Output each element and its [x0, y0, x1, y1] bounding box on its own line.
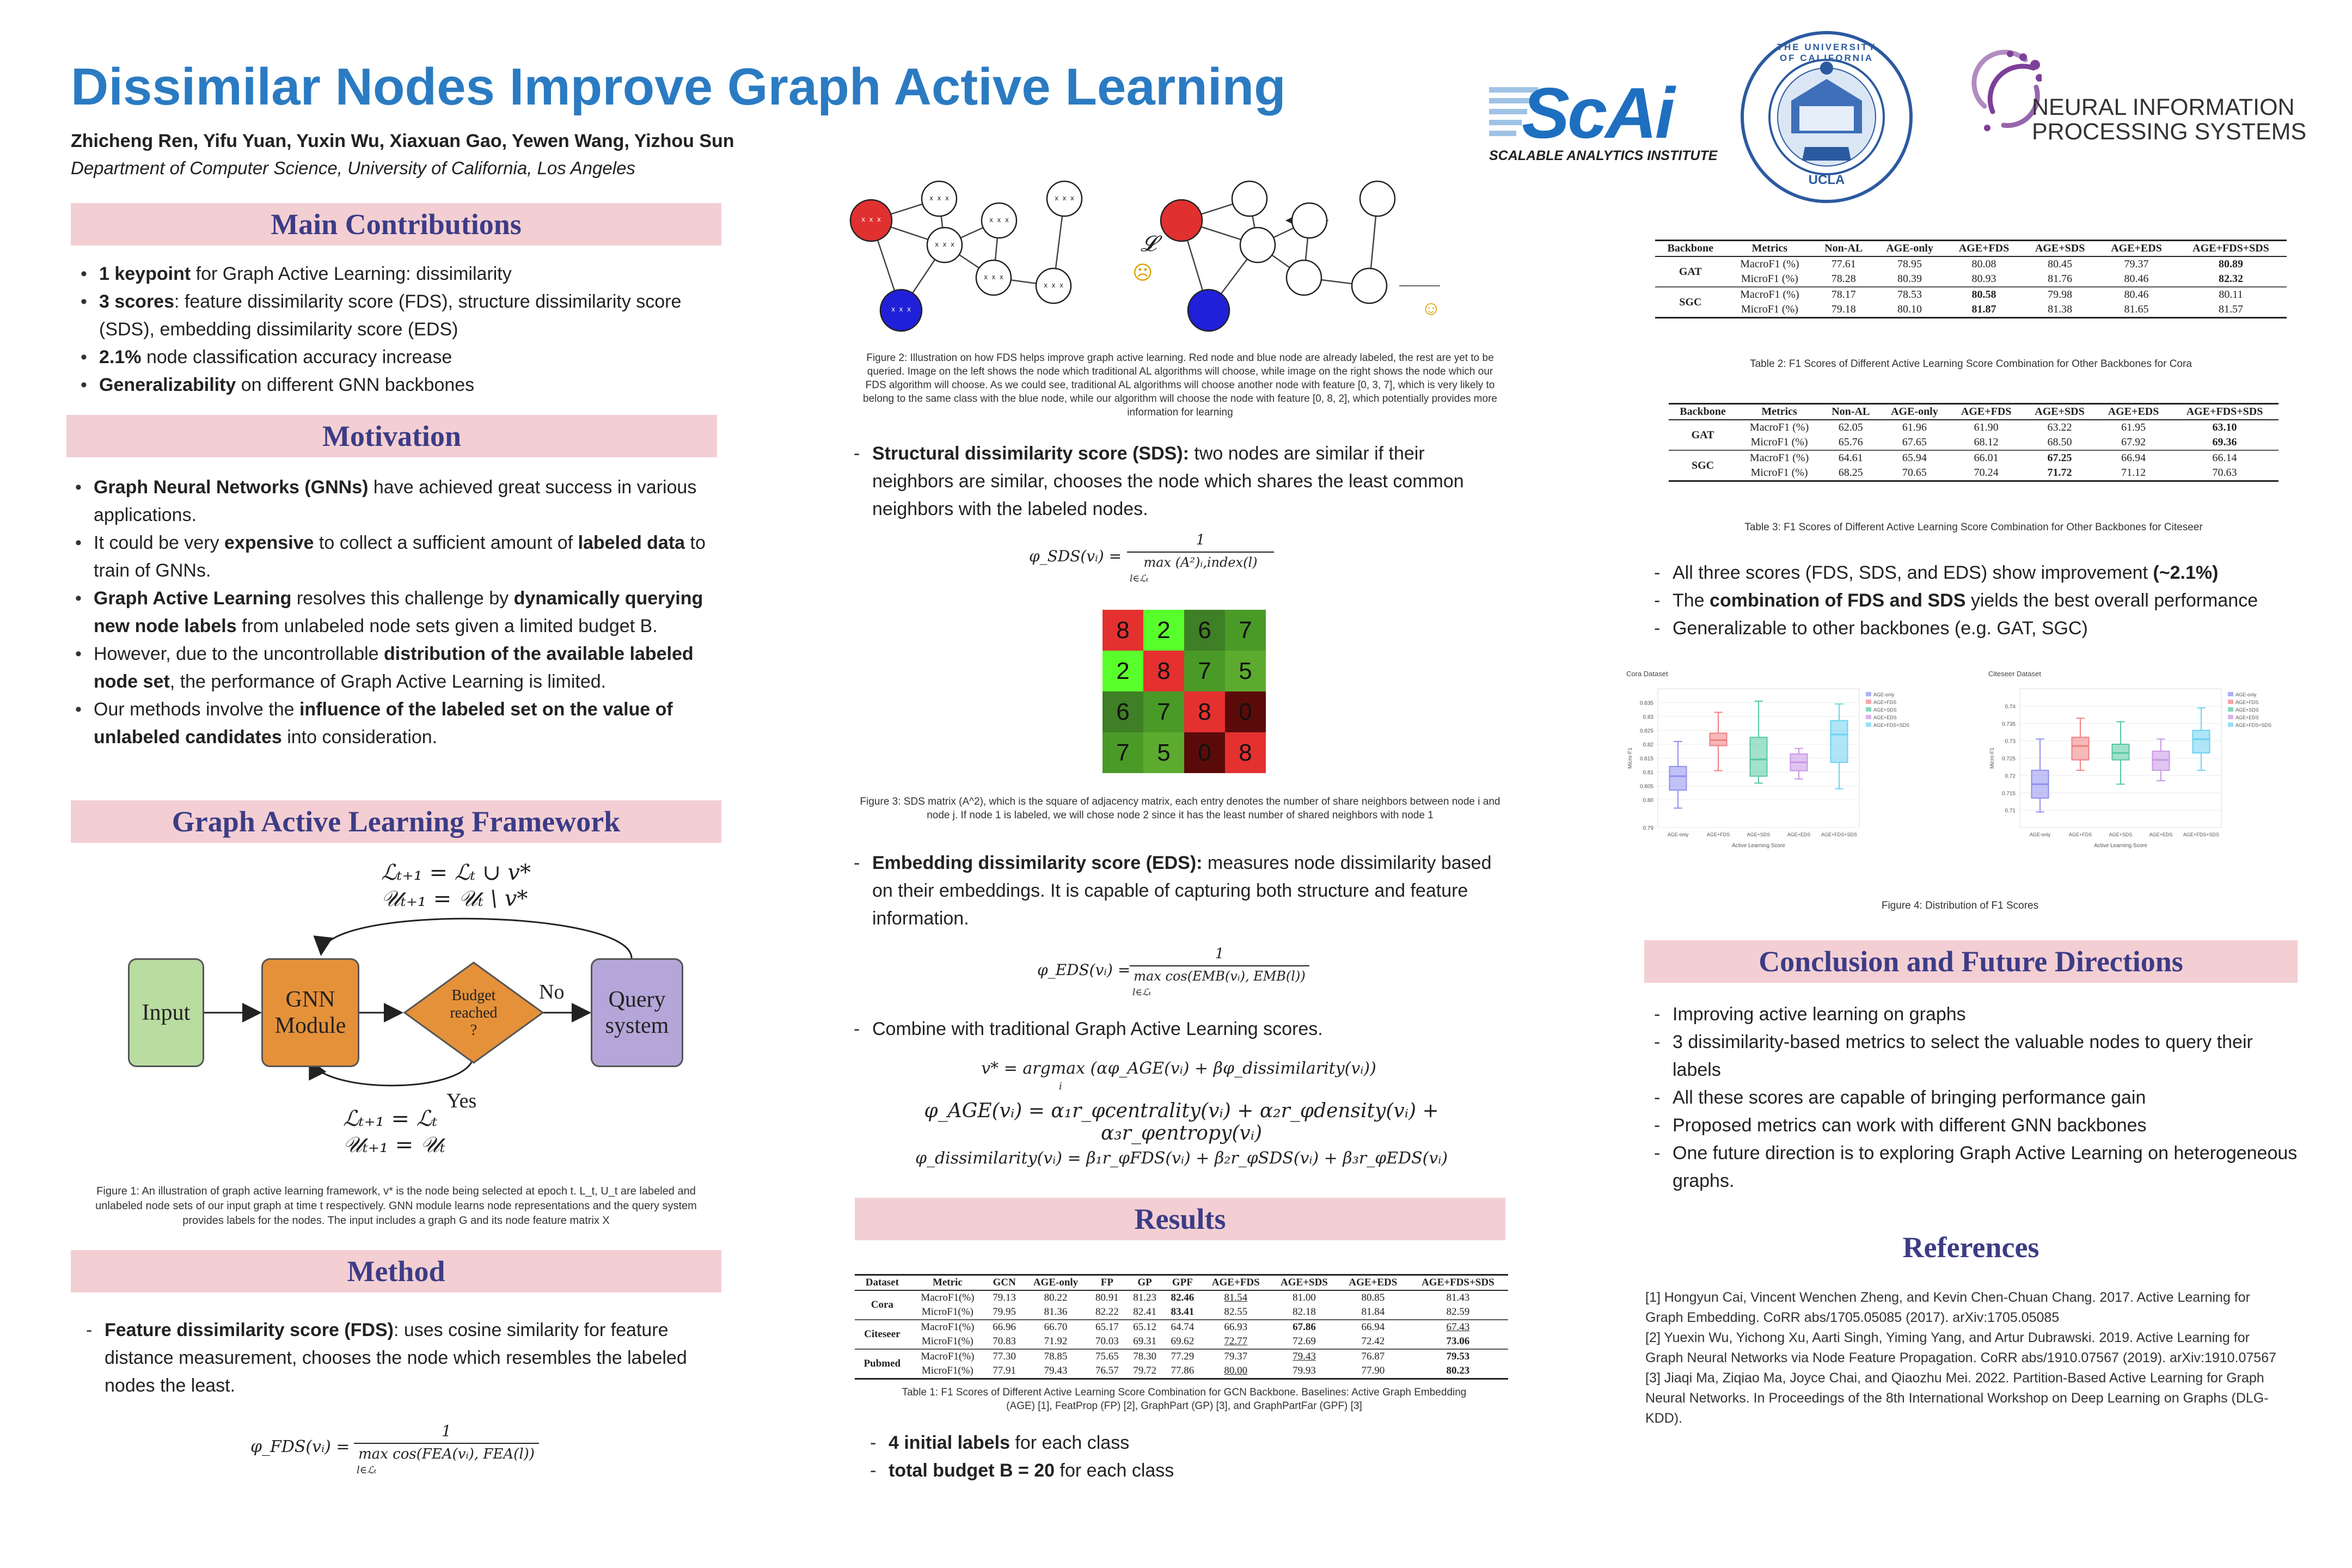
heatmap-cell: 5 — [1143, 732, 1184, 773]
chart-title: Cora Dataset — [1626, 670, 1668, 678]
graph-node — [1240, 228, 1275, 262]
table-header: AGE+EDS — [1349, 1277, 1398, 1288]
method-list — [82, 1316, 721, 1400]
table-header: AGE+SDS — [2035, 406, 2085, 418]
framework-top-eq2: 𝒰ₜ₊₁ = 𝒰ₜ \ v* — [381, 886, 528, 911]
list-item: - Feature dissimilarity score (FDS): uses cosine similarity for feature distance measurement, chooses the node which resembles the labeled nodes the least. — [82, 1316, 721, 1400]
legend-label: AGE+FDS+SDS — [2235, 722, 2272, 728]
legend-label: AGE-only — [1873, 692, 1895, 697]
section-header-conclusion: Conclusion and Future Directions — [1644, 940, 2298, 983]
labeled-blue-node-right — [1188, 290, 1229, 331]
table-header: Metrics — [1751, 242, 1788, 254]
legend-label: AGE-only — [2235, 692, 2257, 697]
gnn-module-box — [261, 958, 359, 1067]
y-tick-label: 0.815 — [1639, 756, 1653, 762]
affiliation: Department of Computer Science, University of California, Los Angeles — [71, 158, 635, 178]
x-tick-label: AGE+FDS+SDS — [1821, 832, 1858, 837]
table-header: FP — [1100, 1277, 1113, 1288]
y-tick-label: 0.79 — [1643, 825, 1653, 831]
neurips-logo — [1971, 46, 2319, 155]
table-header: AGE-only — [1886, 242, 1933, 254]
box-AGE+EDS — [2152, 751, 2169, 770]
legend-swatch — [1866, 700, 1871, 704]
list-item: - 3 dissimilarity-based metrics to select the valuable nodes to query their labels — [1650, 1028, 2303, 1084]
table-row: MicroF1 (%) 79.18 80.10 81.87 81.38 81.65 81.57 — [1741, 303, 2243, 315]
graph-node — [1360, 181, 1395, 216]
authors: Zhicheng Ren, Yifu Yuan, Yuxin Wu, Xiaxuan Gao, Yewen Wang, Yizhou Sun — [71, 131, 734, 151]
table-header: AGE+FDS+SDS — [1422, 1277, 1494, 1288]
table-row: GAT MacroF1 (%) 77.61 78.95 80.08 80.45 79.37 80.89 — [1679, 258, 2243, 278]
graph-node — [1352, 268, 1387, 303]
contributions-list — [76, 260, 730, 399]
results-table-citeseer-backbones — [1669, 403, 2278, 482]
ucla-seal — [1739, 30, 1914, 204]
figure1-caption: Figure 1: An illustration of graph active learning framework, v* is the node being selected at epoch t. L_t, U_t are labeled and unlabeled node sets of our input graph at time t respectively. GNN module learns node representations and the query system provides labels for the nodes. The input includes a graph G and its node feature matrix X — [95, 1185, 697, 1227]
x-tick-label: AGE+EDS — [2149, 832, 2173, 837]
y-tick-label: 0.725 — [2001, 756, 2016, 762]
gnn-label-1: GNN — [285, 987, 335, 1012]
box-AGE+SDS — [2112, 744, 2129, 760]
table-header: Non-AL — [1832, 406, 1870, 418]
dissimilarity-equation: φ_dissimilarity(vᵢ) = β₁r_φFDS(vᵢ) + β₂r_φSDS(vᵢ) + β₃r_φEDS(vᵢ) — [915, 1149, 1448, 1168]
heatmap-cell: 7 — [1184, 651, 1225, 691]
x-tick-label: AGE-only — [2029, 832, 2051, 837]
graph-node — [1287, 260, 1321, 295]
y-tick-label: 0.80 — [1643, 798, 1653, 804]
table-row: MicroF1(%) 79.95 81.36 82.22 82.41 83.41 82.55 82.18 81.84 82.59 — [921, 1306, 1470, 1318]
node-feature: x x x — [929, 194, 950, 202]
y-tick-label: 0.82 — [1643, 742, 1653, 748]
heatmap-cell: 8 — [1102, 610, 1143, 651]
neurips-line1: NEURAL INFORMATION — [2032, 94, 2295, 120]
table-header: Metric — [932, 1277, 963, 1288]
heatmap-cell: 7 — [1225, 610, 1266, 651]
references-list — [1645, 1288, 2288, 1429]
y-tick-label: 0.805 — [1639, 783, 1653, 790]
legend-swatch — [1866, 692, 1871, 696]
list-item: • 2.1% node classification accuracy increase — [76, 344, 730, 371]
reference-item: [3] Jiaqi Ma, Ziqiao Ma, Joyce Chai, and Qiaozhu Mei. 2022. Partition-Based Active Learning for Graph Neural Networks. In Proceedings of the 8th International Workshop on Deep Learning on Graphs (DLG-KDD). — [1645, 1370, 2269, 1426]
gnn-label-2: Module — [274, 1013, 346, 1038]
figure2-caption: Figure 2: Illustration on how FDS helps improve graph active learning. Red node and blue node are already labeled, the rest are yet to be queried. Image on the left shows the node which traditional AL algorithms will choose, while image on the right shows the node which our FDS algorithm will choose. As we could see, traditional AL algorithms will choose another node with feature [0, 3, 7], which is very likely to belong to the same class with the blue node, while our algorithm will choose the node with feature [0, 8, 2], which potentially provides more information for learning — [863, 352, 1497, 418]
x-axis-label: Active Learning Score — [2094, 843, 2147, 849]
query-label-2: system — [605, 1013, 669, 1038]
list-item: - Generalizable to other backbones (e.g. GAT, SGC) — [1650, 615, 2303, 642]
list-item: - Embedding dissimilarity score (EDS): measures node dissimilarity based on their embeddings. It is capable of capturing both structure and feature information. — [849, 849, 1503, 933]
legend-swatch — [2228, 715, 2233, 719]
table-header: AGE-only — [1891, 406, 1938, 418]
table-row: MicroF1 (%) 65.76 67.65 68.12 68.50 67.92 69.36 — [1750, 436, 2237, 448]
list-item: - Structural dissimilarity score (SDS): two nodes are similar if their neighbors are similar, chooses the node which shares the least common neighbors with the labeled nodes. — [849, 440, 1503, 523]
legend-label: AGE+EDS — [2235, 715, 2259, 720]
section-header-framework: Graph Active Learning Framework — [71, 800, 721, 843]
legend-label: AGE+SDS — [1873, 707, 1897, 713]
figure4-caption: Figure 4: Distribution of F1 Scores — [1881, 900, 2039, 911]
figure3-caption: Figure 3: SDS matrix (A^2), which is the square of adjacency matrix, each entry denotes the number of share neighbors between node i and node j. If node 1 is labeled, we will chose node 2 since it has the least number of shared neighbors with node 1 — [860, 796, 1500, 821]
x-tick-label: AGE+EDS — [1787, 832, 1811, 837]
table-row: Cora MacroF1(%) 79.13 80.22 80.91 81.23 82.46 81.54 81.00 80.85 81.43 — [871, 1292, 1470, 1310]
query-system-box — [591, 958, 683, 1067]
cora-boxplot-chart — [1620, 664, 1925, 866]
table-header: Backbone — [1680, 406, 1726, 418]
node-feature: x x x — [1054, 194, 1075, 202]
reference-item: [2] Yuexin Wu, Yichong Xu, Aarti Singh, Yiming Yang, and Artur Dubrawski. 2019. Active Learning for Graph Neural Networks via Node Feature Propagation. CoRR abs/1910.07567 (2019). arXiv:1910.07567 — [1645, 1330, 2277, 1365]
y-tick-label: 0.72 — [2005, 773, 2016, 780]
findings-list — [1650, 559, 2303, 642]
labeled-red-node-right — [1161, 200, 1202, 241]
table-row: Pubmed MacroF1(%) 77.30 78.85 75.65 78.30 77.29 79.37 79.43 76.87 79.53 — [863, 1351, 1470, 1369]
budget-label-3: ? — [470, 1022, 477, 1039]
eds-equation: φ_EDS(vᵢ) = 1 max cos(EMB(vᵢ), EMB(l)) l∈ℒₜ — [1037, 945, 1342, 1004]
legend-swatch — [1866, 722, 1871, 727]
x-axis-label: Active Learning Score — [1732, 843, 1785, 849]
heatmap-cell: 6 — [1102, 691, 1143, 732]
list-item: • However, due to the uncontrollable distribution of the available labeled node set, the performance of Graph Active Learning is limited. — [71, 640, 730, 696]
x-tick-label: AGE-only — [1667, 832, 1689, 837]
query-label-1: Query — [608, 987, 666, 1012]
framework-top-eq1: ℒₜ₊₁ = ℒₜ ∪ v* — [381, 860, 531, 885]
table-row: SGC MacroF1 (%) 64.61 65.94 66.01 67.25 66.94 66.14 — [1691, 452, 2237, 471]
table-header: AGE+FDS — [1961, 406, 2012, 418]
poster-title: Dissimilar Nodes Improve Graph Active Learning — [71, 58, 1286, 116]
y-tick-label: 0.715 — [2001, 791, 2016, 797]
y-tick-label: 0.74 — [2005, 703, 2016, 710]
table-header: AGE+FDS+SDS — [2186, 406, 2263, 418]
table3-caption: Table 3: F1 Scores of Different Active Learning Score Combination for Other Backbones for Citeseer — [1744, 522, 2203, 533]
list-item: • It could be very expensive to collect a sufficient amount of labeled data to train of GNNs. — [71, 529, 730, 585]
graph-node — [1232, 181, 1267, 216]
legend-swatch — [2228, 707, 2233, 712]
table-row: Citeseer MacroF1(%) 66.96 66.70 65.17 65.12 64.74 66.93 67.86 66.94 67.43 — [864, 1321, 1470, 1340]
table-row: MicroF1 (%) 68.25 70.65 70.24 71.72 71.12 70.63 — [1750, 467, 2237, 479]
box-AGE+FDS — [2072, 737, 2088, 759]
x-tick-label: AGE+FDS — [1706, 832, 1730, 837]
reference-item: [1] Hongyun Cai, Vincent Wenchen Zheng, and Kevin Chen-Chuan Chang. 2017. Active Learning for Graph Embedding. CoRR abs/1705.05085 (2017). arXiv:1705.05085 — [1645, 1290, 2250, 1325]
list-item: - 4 initial labels for each class — [866, 1429, 1465, 1457]
x-tick-label: AGE+FDS — [2068, 832, 2092, 837]
section-header-motivation: Motivation — [66, 415, 717, 457]
framework-bot-eq2: 𝒰ₜ₊₁ = 𝒰ₜ — [343, 1132, 445, 1157]
legend-swatch — [2228, 722, 2233, 727]
table-row: MicroF1 (%) 78.28 80.39 80.93 81.76 80.46 82.32 — [1741, 273, 2243, 285]
section-header-contributions: Main Contributions — [71, 203, 721, 246]
table-header: AGE+SDS — [1281, 1277, 1328, 1288]
y-tick-label: 0.83 — [1643, 714, 1653, 720]
table-header: GP — [1137, 1277, 1152, 1288]
node-feature: x x x — [934, 241, 955, 248]
y-tick-label: 0.71 — [2005, 808, 2016, 814]
heatmap-cell: 8 — [1143, 651, 1184, 691]
legend-swatch — [1866, 715, 1871, 719]
node-feature-red: x x x — [861, 216, 881, 223]
heatmap-cell: 5 — [1225, 651, 1266, 691]
list-item: - All three scores (FDS, SDS, and EDS) show improvement (~2.1%) — [1650, 559, 2303, 587]
happy-face-icon: ☺ — [1421, 297, 1441, 319]
sds-matrix-heatmap — [1102, 610, 1266, 773]
list-item: - The combination of FDS and SDS yields the best overall performance — [1650, 587, 2303, 615]
table-header: Dataset — [865, 1277, 899, 1288]
eds-list — [849, 849, 1503, 933]
results-table-gcn — [855, 1274, 1508, 1380]
heatmap-cell: 8 — [1184, 691, 1225, 732]
heatmap-cell: 0 — [1225, 691, 1266, 732]
scai-logo — [1489, 73, 1718, 169]
box-AGE+FDS+SDS — [1830, 721, 1847, 763]
age-equation: φ_AGE(vᵢ) = α₁r_φcentrality(vᵢ) + α₂r_φdensity(vᵢ) + α₃r_φentropy(vᵢ) — [924, 1100, 1439, 1144]
table1-container — [855, 1274, 1508, 1380]
list-item: - All these scores are capable of bringing performance gain — [1650, 1084, 2303, 1112]
list-item: • 1 keypoint for Graph Active Learning: dissimilarity — [76, 260, 730, 288]
legend-swatch — [2228, 692, 2233, 696]
table2-caption: Table 2: F1 Scores of Different Active Learning Score Combination for Other Backbones for Cora — [1750, 358, 2192, 370]
neurips-line2: PROCESSING SYSTEMS — [2032, 119, 2307, 145]
y-tick-label: 0.81 — [1643, 770, 1653, 776]
table-header: GPF — [1172, 1277, 1193, 1288]
legend-swatch — [2228, 700, 2233, 704]
no-label: No — [539, 981, 565, 1003]
scai-subtitle: SCALABLE ANALYTICS INSTITUTE — [1489, 148, 1718, 163]
heatmap-cell: 6 — [1184, 610, 1225, 651]
list-item: - Combine with traditional Graph Active Learning scores. — [849, 1015, 1503, 1043]
yes-label: Yes — [446, 1089, 477, 1112]
node-feature: x x x — [983, 273, 1004, 281]
ucla-center-text: UCLA — [1808, 173, 1845, 187]
list-item: • Generalizability on different GNN backbones — [76, 371, 730, 399]
section-header-references: References — [1902, 1231, 2039, 1264]
list-item: • Graph Active Learning resolves this challenge by dynamically querying new node labels from unlabeled node sets given a limited budget B. — [71, 585, 730, 640]
box-AGE+FDS+SDS — [2192, 731, 2209, 753]
table-header: GCN — [993, 1277, 1016, 1288]
table-header: AGE+FDS — [1211, 1277, 1260, 1288]
table-header: AGE+FDS — [1958, 242, 2010, 254]
fig2-graphs — [847, 174, 1445, 343]
sds-equation: φ_SDS(vᵢ) = 1 max (A²)ᵢ,index(l) l∈ℒₜ — [1029, 531, 1334, 591]
heatmap-cell: 2 — [1143, 610, 1184, 651]
table-header: Backbone — [1667, 242, 1713, 254]
table-header: Metrics — [1761, 406, 1797, 418]
argmax-equation: v* = argmax (αφ_AGE(vᵢ) + βφ_dissimilarity(vᵢ)) — [981, 1059, 1376, 1078]
legend-swatch — [1866, 707, 1871, 712]
node-feature: x x x — [989, 216, 1009, 224]
citeseer-boxplot-chart — [1982, 664, 2287, 866]
argmax-subscript: i — [1059, 1081, 1062, 1092]
box-AGE-only — [1669, 767, 1686, 790]
results-table-cora-backbones — [1655, 240, 2287, 318]
input-label: Input — [142, 1000, 191, 1025]
heatmap-cell: 2 — [1102, 651, 1143, 691]
y-axis-label: Micro F1 — [1989, 748, 1995, 769]
table-header: AGE+FDS+SDS — [2192, 242, 2269, 254]
x-tick-label: AGE+SDS — [1747, 832, 1771, 837]
table-header: AGE-only — [1033, 1277, 1079, 1288]
table-header: Non-AL — [1824, 242, 1863, 254]
y-tick-label: 0.73 — [2005, 738, 2016, 745]
list-item: - Improving active learning on graphs — [1650, 1001, 2303, 1028]
y-tick-label: 0.735 — [2001, 721, 2016, 727]
y-tick-label: 0.825 — [1639, 728, 1653, 734]
table-header: AGE+SDS — [2035, 242, 2085, 254]
y-axis-label: Micro F1 — [1627, 748, 1633, 769]
budget-label-1: Budget — [451, 987, 496, 1004]
conclusion-list — [1650, 1001, 2303, 1195]
list-item: • 3 scores: feature dissimilarity score (FDS), structure dissimilarity score (SDS), embedding dissimilarity score (EDS) — [76, 288, 730, 344]
framework-diagram — [120, 860, 708, 1165]
legend-label: AGE+FDS+SDS — [1873, 722, 1910, 728]
sds-list — [849, 440, 1503, 523]
node-feature-blue: x x x — [891, 305, 911, 313]
heatmap-cell: 8 — [1225, 732, 1266, 773]
table2-container — [1655, 240, 2287, 318]
ucla-ring-text: THE UNIVERSITY OF CALIFORNIA — [1777, 42, 1877, 63]
budget-label-2: reached — [450, 1004, 498, 1021]
list-item: • Graph Neural Networks (GNNs) have achieved great success in various applications. — [71, 474, 730, 529]
list-item: - Proposed metrics can work with different GNN backbones — [1650, 1112, 2303, 1140]
section-header-results: Results — [855, 1198, 1505, 1240]
chart-title: Citeseer Dataset — [1988, 670, 2041, 678]
heatmap-cell: 7 — [1143, 691, 1184, 732]
box-AGE+SDS — [1750, 737, 1767, 776]
y-tick-label: 0.835 — [1639, 700, 1653, 707]
neurips-swirl-icon — [1971, 46, 2042, 155]
table3-container — [1669, 403, 2278, 482]
section-header-method: Method — [71, 1250, 721, 1293]
labeled-set-symbol: 𝓛 — [1141, 231, 1157, 256]
motivation-list — [71, 474, 730, 751]
table-header: AGE+EDS — [2108, 406, 2159, 418]
graph-node — [1292, 203, 1327, 238]
list-item: - total budget B = 20 for each class — [866, 1457, 1465, 1485]
results-setup-list — [866, 1429, 1465, 1485]
scai-wordmark: ScAi — [1522, 73, 1673, 153]
table1-caption: Table 1: F1 Scores of Different Active Learning Score Combination for GCN Backbone. Baselines: Active Graph Embedding (AGE) [1], FeatProp (FP) [2], GraphPart (GP) [3], and GraphPartFar (GPF) [3] — [902, 1387, 1467, 1412]
legend-label: AGE+EDS — [1873, 715, 1897, 720]
x-tick-label: AGE+SDS — [2109, 832, 2133, 837]
list-item: - One future direction is to exploring Graph Active Learning on heterogeneous graphs. — [1650, 1140, 2303, 1195]
table-row: MicroF1(%) 70.83 71.92 70.03 69.31 69.62 72.77 72.69 72.42 73.06 — [921, 1336, 1470, 1347]
legend-label: AGE+FDS — [1873, 700, 1897, 705]
heatmap-cell: 0 — [1184, 732, 1225, 773]
input-box — [128, 958, 204, 1067]
budget-diamond — [403, 961, 544, 1064]
sad-face-icon: ☹ — [1132, 261, 1153, 284]
framework-bot-eq1: ℒₜ₊₁ = ℒₜ — [343, 1106, 438, 1131]
fds-equation: φ_FDS(vᵢ) = 1 max cos(FEA(vᵢ), FEA(l)) l∈ℒₜ — [250, 1421, 577, 1481]
list-item: • Our methods involve the influence of the labeled set on the value of unlabeled candidates into consideration. — [71, 696, 730, 751]
table-row: SGC MacroF1 (%) 78.17 78.53 80.58 79.98 80.46 80.11 — [1679, 289, 2243, 308]
node-feature: x x x — [1043, 281, 1064, 289]
heatmap-cell: 7 — [1102, 732, 1143, 773]
combine-list — [849, 1015, 1503, 1043]
table-header: AGE+EDS — [2111, 242, 2162, 254]
legend-label: AGE+FDS — [2235, 700, 2259, 705]
x-tick-label: AGE+FDS+SDS — [2183, 832, 2220, 837]
legend-label: AGE+SDS — [2235, 707, 2259, 713]
table-row: GAT MacroF1 (%) 62.05 61.96 61.90 63.22 61.95 63.10 — [1691, 421, 2237, 441]
table-row: MicroF1(%) 77.91 79.43 76.57 79.72 77.86 80.00 79.93 77.90 80.23 — [921, 1365, 1470, 1376]
